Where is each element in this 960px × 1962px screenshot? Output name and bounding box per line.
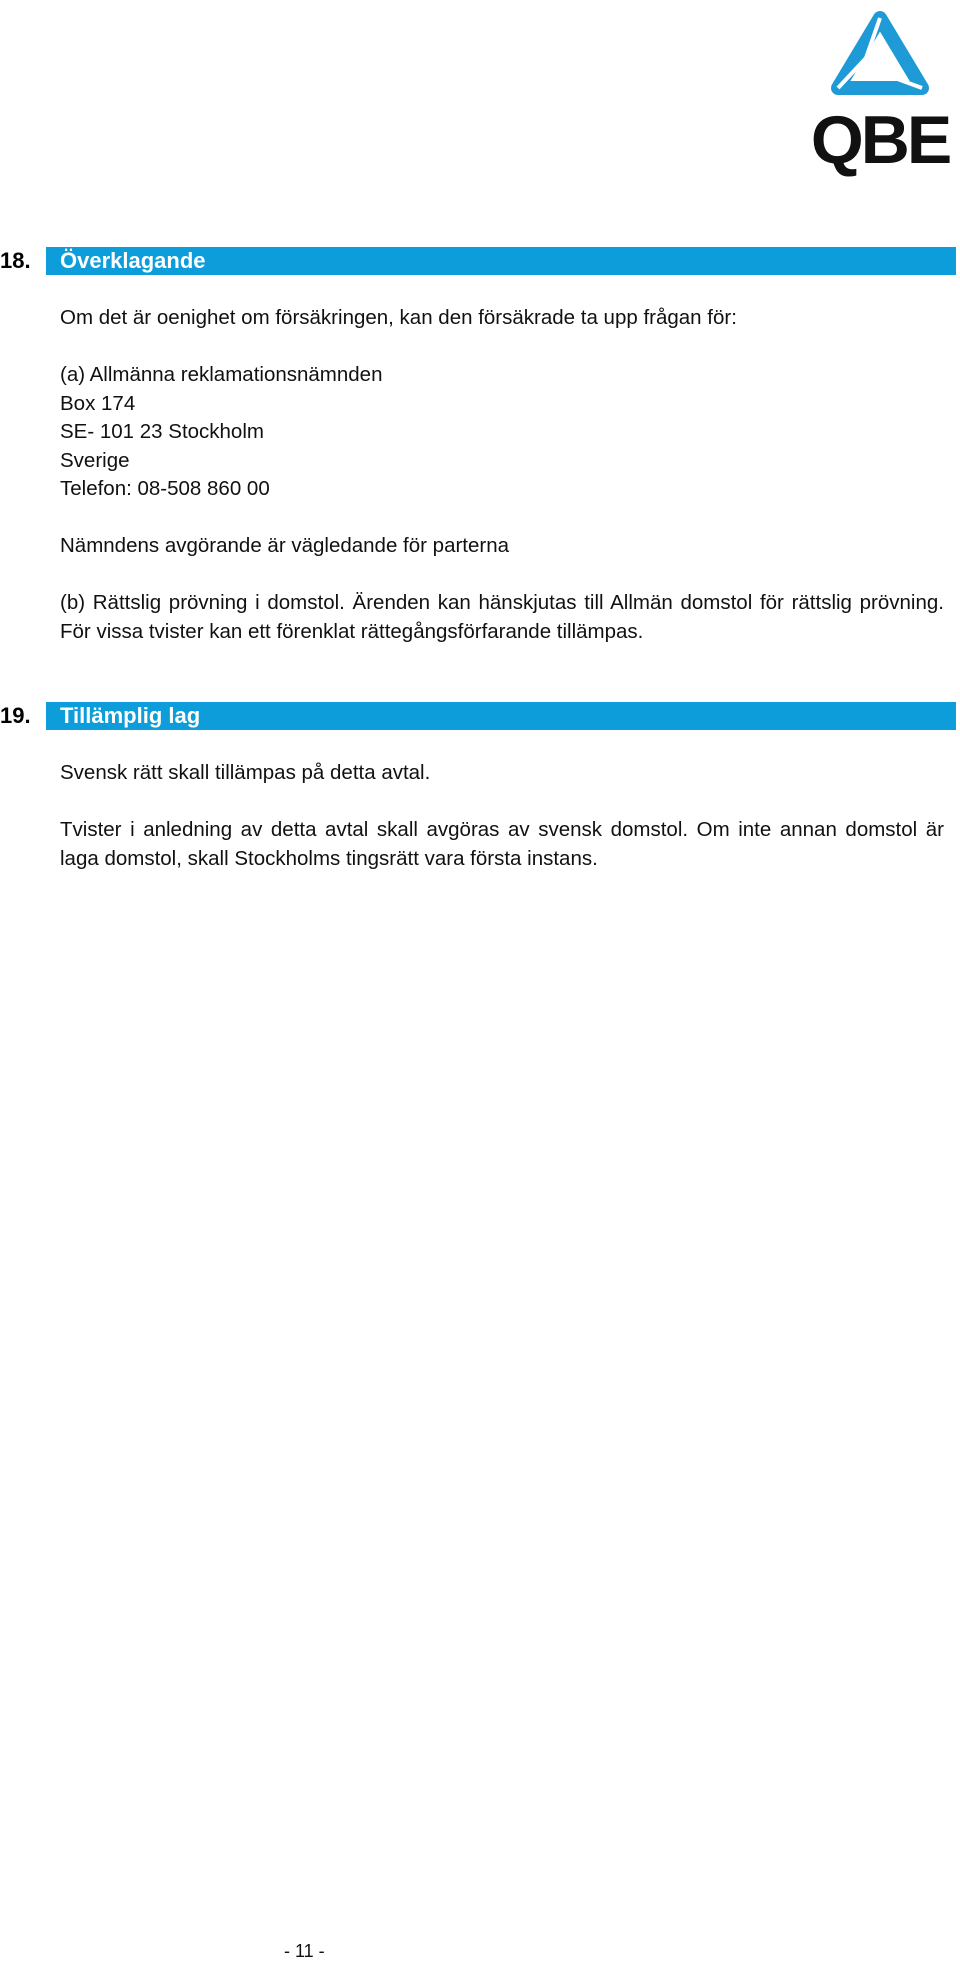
qbe-logo bbox=[810, 8, 950, 178]
address-line: Telefon: 08-508 860 00 bbox=[60, 477, 270, 500]
board-note: Nämndens avgörande är vägledande för parterna bbox=[60, 534, 510, 557]
address-line: Sverige bbox=[60, 448, 130, 472]
section-intro: Om det är oenighet om försäkringen, kan den försäkrade ta upp frågan för: bbox=[60, 306, 737, 329]
section-number-19: 19. bbox=[0, 703, 31, 728]
section-number-18: 18. bbox=[0, 248, 31, 273]
section-header-18 bbox=[46, 247, 956, 275]
page-number: - 11 - bbox=[284, 1941, 325, 1961]
option-b-paragraph: (b) Rättslig prövning i domstol. Ärenden kan hänskjutas till Allmän domstol för rättslig prövning. För vissa tvister kan ett förenklat rättegångsförfarande tillämpas. bbox=[60, 591, 944, 643]
section-title: Överklagande bbox=[60, 248, 206, 273]
section-title: Tillämplig lag bbox=[60, 703, 201, 728]
address-line: SE- 101 23 Stockholm bbox=[60, 420, 264, 443]
logo-wordmark: QBE bbox=[810, 102, 950, 178]
section-header-19 bbox=[46, 702, 956, 730]
address-line: Box 174 bbox=[60, 391, 136, 415]
address-line: (a) Allmänna reklamationsnämnden bbox=[60, 363, 383, 386]
qbe-emblem-icon bbox=[810, 8, 950, 108]
applicable-law-paragraph: Svensk rätt skall tillämpas på detta avtal. bbox=[60, 761, 431, 784]
disputes-paragraph: Tvister i anledning av detta avtal skall avgöras av svensk domstol. Om inte annan domstol är laga domstol, skall Stockholms tingsrätt vara första instans. bbox=[60, 818, 944, 870]
address-block bbox=[60, 361, 944, 504]
